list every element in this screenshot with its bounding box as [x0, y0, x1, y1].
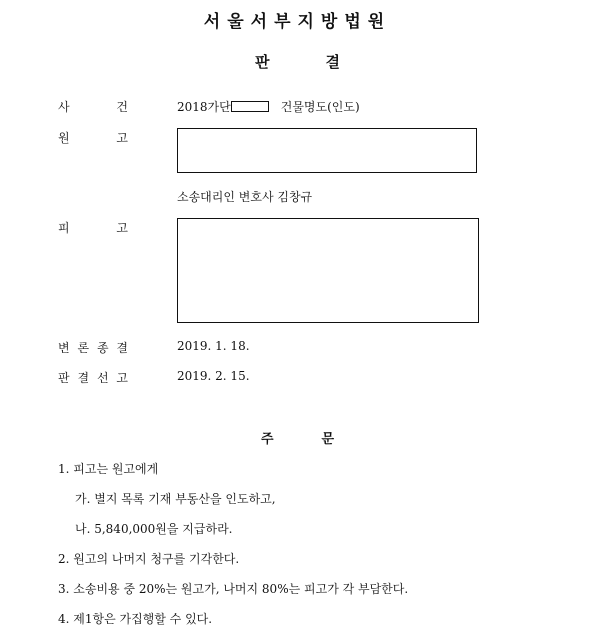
closing-label: 변 론 종 결	[58, 341, 128, 355]
document-type-char: 결	[325, 53, 340, 71]
order-item: 1. 피고는 원고에게	[58, 462, 159, 476]
plaintiff-label: 원 고	[58, 131, 128, 145]
court-name: 서울서부지방법원	[203, 12, 392, 32]
ruling-label: 판 결 선 고	[58, 371, 128, 385]
document-type-char: 판	[255, 53, 270, 71]
redacted-case-number	[231, 101, 269, 112]
case-number-prefix: 2018가단	[177, 100, 231, 114]
case-label: 사 건	[58, 100, 128, 114]
order-subitem: 나. 5,840,000원을 지급하라.	[75, 522, 233, 536]
redacted-defendant-box	[177, 218, 479, 323]
ruling-date: 2019. 2. 15.	[177, 369, 250, 383]
order-subitem: 가. 별지 목록 기재 부동산을 인도하고,	[75, 492, 276, 506]
order-heading: 주 문	[260, 432, 335, 447]
document-type-title	[0, 51, 595, 72]
plaintiff-attorney: 소송대리인 변호사 김창규	[177, 190, 313, 204]
case-value	[177, 98, 360, 115]
order-item: 2. 원고의 나머지 청구를 기각한다.	[58, 552, 240, 566]
closing-date: 2019. 1. 18.	[177, 339, 250, 353]
redacted-plaintiff-box	[177, 128, 477, 173]
case-name: 건물명도(인도)	[280, 100, 360, 114]
order-item: 4. 제1항은 가집행할 수 있다.	[58, 612, 213, 626]
order-item: 3. 소송비용 중 20%는 원고가, 나머지 80%는 피고가 각 부담한다.	[58, 582, 409, 596]
defendant-label: 피 고	[58, 221, 128, 235]
